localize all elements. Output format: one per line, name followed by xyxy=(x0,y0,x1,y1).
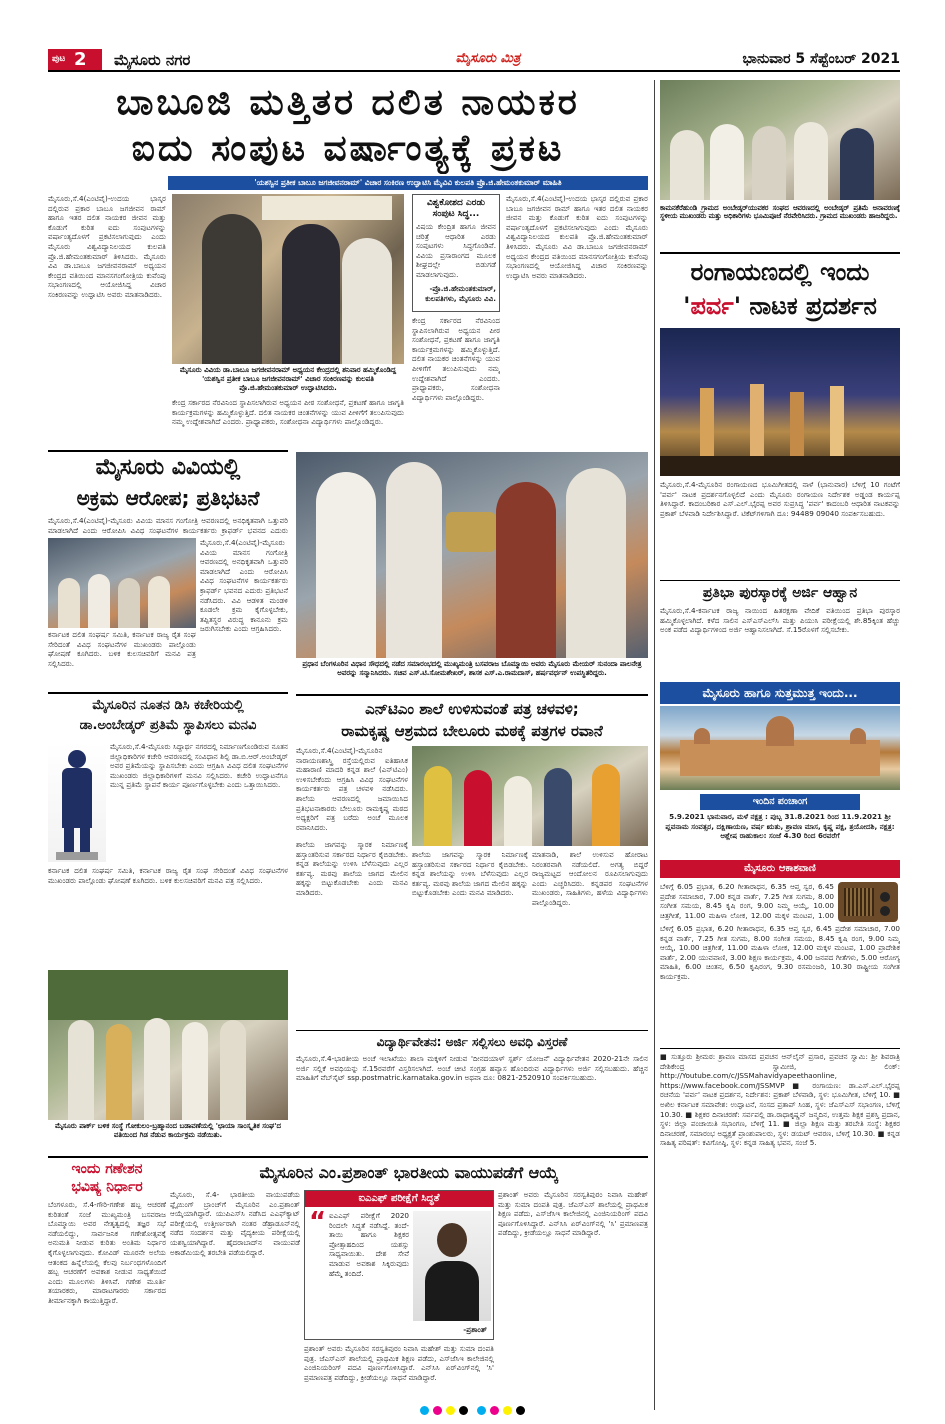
right-top-photo xyxy=(660,80,900,200)
horoscope-body: ಬೆಂಗಳೂರು, ಸೆ.4-ಗೌರಿ-ಗಣೇಶ ಹಬ್ಬ ಆಚರಣೆ ಕುರಿತಂತೆ ಸಂಜೆ ಮುಖ್ಯಮಂತ್ರಿ ಬಸವರಾಜ ಬೊಮ್ಮಾಯಿ ಅವರ ನೇತೃತ್ವದಲ್ಲಿ ತಜ್ಞರ ಸಭೆ ನಡೆಯಲಿದ್ದು, ಸಾರ್ವಜನಿಕ ಗಣೇಶೋತ್ಸವಕ್ಕೆ ಅನುಮತಿ ನೀಡುವ ಕುರಿತು ಅಂತಿಮ ನಿರ್ಧಾರ ಕೈಗೊಳ್ಳಲಾಗುವುದು. ಕೋವಿಡ್ ಮೂರನೇ ಅಲೆಯ ಆತಂಕದ ಹಿನ್ನೆಲೆಯಲ್ಲಿ ಕೆಲವು ನಿರ್ಬಂಧಗಳೊಂದಿಗೆ ಹಬ್ಬ ಆಚರಣೆಗೆ ಅವಕಾಶ ನೀಡುವ ಸಾಧ್ಯತೆಯಿದೆ ಎಂದು ಮೂಲಗಳು ತಿಳಿಸಿವೆ. ಗಣೇಶ ಮೂರ್ತಿ ತಯಾರಕರು, ಮಾರಾಟಗಾರರು ಸರ್ಕಾರದ ತೀರ್ಮಾನಕ್ಕಾಗಿ ಕಾಯುತ್ತಿದ್ದಾರೆ. xyxy=(48,1200,166,1305)
events-body: ■ ಸುತ್ತೂರು ಶ್ರೀಮಠ: ಶ್ರಾವಣ ಮಾಸದ ಪ್ರವಚನ ಆನ್‌ಲೈನ್ ಪ್ರಸಾರ, ಪ್ರವಚನ ಸ್ವಾಮಿ: ಶ್ರೀ ಶಿವರಾತ್ರಿ ದೇಶಿಕೇಂದ್ರ ಸ್ವಾಮೀಜಿ, ಲಿಂಕ್: http://Youtube.com/c/JSSMahavidyapeethaonline, https://www.facebook.com/JSSMVP ■ ರಂಗಾಯಣ: ಡಾ.ಎಸ್.ಎಲ್.ಭೈರಪ್ಪ ರಚನೆಯ 'ಪರ್ವ' ನಾಟಕ ಪ್ರದರ್ಶನ, ನಿರ್ದೇಶನ: ಪ್ರಕಾಶ್ ಬೆಳವಾಡಿ, ಸ್ಥಳ: ಭೂಮಿಗೀತ, ಬೆಳಿಗ್ಗೆ 10. ■ ಅಖಿಲ ಕರ್ನಾಟಕ ಸಮಾವೇಶ: ಉದ್ಘಾಟನೆ, ಸಂಸದ ಪ್ರತಾಪ್ ಸಿಂಹ, ಸ್ಥಳ: ಜೆಎಸ್‌ಎಸ್ ಸಭಾಂಗಣ, ಬೆಳಿಗ್ಗೆ 10.30. ■ ಶಿಕ್ಷಕರ ದಿನಾಚರಣೆ: ಸರ್ವಪಲ್ಲಿ ಡಾ.ರಾಧಾಕೃಷ್ಣನ್ ಜನ್ಮದಿನ, ಉತ್ತಮ ಶಿಕ್ಷಕ ಪ್ರಶಸ್ತಿ ಪ್ರದಾನ, ಸ್ಥಳ: ಜಿಲ್ಲಾ ಪಂಚಾಯಿತಿ ಸಭಾಂಗಣ, ಬೆಳಿಗ್ಗೆ 11. ■ ಜಿಲ್ಲಾ ಶಿಕ್ಷಣ ಮತ್ತು ತರಬೇತಿ ಸಂಸ್ಥೆ: ಶಿಕ್ಷಕರ ದಿನಾಚರಣೆ, ಸಮಾರಂಭ ಅಧ್ಯಕ್ಷತೆ ಪ್ರಾಂಶುಪಾಲರು, ಸ್ಥಳ: ಡಯಟ್ ಆವರಣ, ಬೆಳಿಗ್ಗೆ 10.30. ■ ಕನ್ನಡ ಸಾಹಿತ್ಯ ಪರಿಷತ್: ಕವಿಗೋಷ್ಠಿ, ಸ್ಥಳ: ಕನ್ನಡ ಸಾಹಿತ್ಯ ಭವನ, ಸಂಜೆ 5. xyxy=(660,1052,900,1148)
airforce-body-col2: ಪ್ರಶಾಂತ್ ಅವರು ಮೈಸೂರಿನ ಸರಸ್ವತಿಪುರಂ ನಿವಾಸಿ ಮಹೇಶ್ ಮತ್ತು ಸುಮಾ ದಂಪತಿ ಪುತ್ರ. ಜೆಎಸ್‌ಎಸ್ ಶಾಲೆಯಲ್ಲಿ ಪ್ರಾಥಮಿಕ ಶಿಕ್ಷಣ ಪಡೆದು, ಎಸ್‌ಜೆಸಿಇ ಕಾಲೇಜಿನಲ್ಲಿ ಎಂಜಿನಿಯರಿಂಗ್ ಪದವಿ ಪೂರ್ಣಗೊಳಿಸಿದ್ದಾರೆ. ಎನ್‌ಸಿಸಿ ಏರ್‌ವಿಂಗ್‌ನಲ್ಲಿ 'ಸಿ' ಪ್ರಮಾಣಪತ್ರ ಪಡೆದಿದ್ದು, ಕ್ರೀಡೆಯಲ್ಲೂ ಸಾಧನೆ ಮಾಡಿದ್ದಾರೆ. xyxy=(304,1344,494,1382)
ashram-body-col2: ಶಾಲೆಯ ಜಾಗವನ್ನು ಸ್ಮಾರಕ ನಿರ್ಮಾಣಕ್ಕೆ ಹಸ್ತಾಂತರಿಸುವ ಸರ್ಕಾರದ ನಿರ್ಧಾರ ಕೈಬಿಡಬೇಕು. ಕನ್ನಡ ಶಾಲೆಯನ್ನು ಉಳಿಸಿ ಬೆಳೆಸುವುದು ಎಲ್ಲರ ಕರ್ತವ್ಯ. ಮಠವು ಶಾಲೆಯ ಜಾಗದ ಮೇಲಿನ ಹಕ್ಕನ್ನು ಬಿಟ್ಟುಕೊಡಬೇಕು ಎಂದು ಮನವಿ ಮಾಡಿದರು. xyxy=(412,850,528,898)
prize-body: ಮೈಸೂರು,ಸೆ.4-ಕರ್ನಾಟಕ ರಾಜ್ಯ ನಾಯಿಂದ ಹಿತರಕ್ಷಣಾ ವೇದಿಕೆ ವತಿಯಿಂದ ಪ್ರತಿಭಾ ಪುರಸ್ಕಾರ ಹಮ್ಮಿಕೊಳ್ಳಲಾಗಿದೆ. ಕಳೆದ ಸಾಲಿನ ಎಸ್‌ಎಸ್‌ಎಲ್‌ಸಿ ಮತ್ತು ಪಿಯುಸಿ ಪರೀಕ್ಷೆಯಲ್ಲಿ ಶೇ.85ಕ್ಕಿಂತ ಹೆಚ್ಚು ಅಂಕ ಪಡೆದ ವಿದ್ಯಾರ್ಥಿಗಳಿಂದ ಅರ್ಜಿ ಆಹ್ವಾನಿಸಲಾಗಿದೆ. ಸೆ.15ರೊಳಗೆ ಸಲ್ಲಿಸಬೇಕು. xyxy=(660,606,900,635)
rangayana-body: ಮೈಸೂರು,ಸೆ.4-ಮೈಸೂರಿನ ರಂಗಾಯಣದ ಭೂಮಿಗೀತದಲ್ಲಿ ನಾಳೆ (ಭಾನುವಾರ) ಬೆಳಿಗ್ಗೆ 10 ಗಂಟೆಗೆ 'ಪರ್ವ' ನಾಟಕ ಪ್ರದರ್ಶನಗೊಳ್ಳಲಿದೆ ಎಂದು ಮೈಸೂರು ರಂಗಾಯಣ ನಿರ್ದೇಶಕ ಅಡ್ಡಂಡ ಕಾರ್ಯಪ್ಪ ತಿಳಿಸಿದ್ದಾರೆ. ಕಾದಂಬರಿಕಾರ ಎಸ್.ಎಲ್.ಭೈರಪ್ಪ ಅವರ ಸುಪ್ರಸಿದ್ಧ 'ಪರ್ವ' ಕಾದಂಬರಿ ಆಧಾರಿತ ನಾಟಕವನ್ನು ಪ್ರಕಾಶ್ ಬೆಳವಾಡಿ ನಿರ್ದೇಶಿಸಿದ್ದಾರೆ. ಟಿಕೆಟ್‌ಗಳಿಗಾಗಿ ದೂ: 94489 09040 ಸಂಪರ್ಕಿಸಬಹುದು. xyxy=(660,480,900,518)
felicitation-caption: ಪ್ರಧಾನ ಬೆಂಗಳೂರಿನ ವಿಧಾನ ಸೌಧದಲ್ಲಿ ನಡೆದ ಸಮಾರಂಭದಲ್ಲಿ ಮುಖ್ಯಮಂತ್ರಿ ಬಸವರಾಜ ಬೊಮ್ಮಾಯಿ ಅವರು ಮೈಸೂರು ಮೇಯರ್ ಸುನಂದಾ ಪಾಲನೇತ್ರ ಅವರನ್ನು ಸನ್ಮಾನಿಸಿದರು. ಸಚಿವ ಎಸ್.ಟಿ.ಸೋಮಶೇಖರ್, ಶಾಸಕ ಎಸ್.ಎ.ರಾಮದಾಸ್, ಹರ್ಷವರ್ಧನ್ ಉಪಸ್ಥಿತರಿದ್ದರು. xyxy=(302,660,642,677)
prize-headline: ಪ್ರತಿಭಾ ಪುರಸ್ಕಾರಕ್ಕೆ ಅರ್ಜಿ ಆಹ್ವಾನ xyxy=(702,585,858,601)
scholarship-headline: ವಿದ್ಯಾರ್ಥಿವೇತನ: ಅರ್ಜಿ ಸಲ್ಲಿಸಲು ಅವಧಿ ವಿಸ್ತರಣೆ xyxy=(376,1035,568,1049)
rangayana-stage-photo xyxy=(660,328,900,476)
airforce-headline: ಮೈಸೂರಿನ ಎಂ.ಪ್ರಶಾಂತ್ ಭಾರತೀಯ ವಾಯುಪಡೆಗೆ ಆಯ್ಕೆ xyxy=(259,1163,559,1182)
headline-rest: ' ನಾಟಕ ಪ್ರದರ್ಶನ xyxy=(733,292,877,320)
right-top-caption: ಕಾಮನಕೆರೆಹುಂಡಿ ಗ್ರಾಮದ ಅಂಬೇಡ್ಕರ್‌ಯುವಕರ ಸಂಘದ ಆವರಣದಲ್ಲಿ ಅಂಬೇಡ್ಕರ್ ಪ್ರತಿಮೆ ಅನಾವರಣಕ್ಕೆ ಸ್ಥಳೀಯ ಮುಖಂಡರು ಮತ್ತು ಅಧಿಕಾರಿಗಳು ಭೂಮಿಪೂಜೆ ನೆರವೇರಿಸಿದರು. ಗ್ರಾಮದ ಮುಖಂಡರು ಹಾಜರಿದ್ದರು. xyxy=(660,204,900,221)
right-divider xyxy=(654,80,655,1410)
print-registration-marks xyxy=(0,1400,945,1414)
felicitation-photo xyxy=(296,452,648,658)
airforce-quote-title: ಐಎಎಫ್ ಪರೀಕ್ಷೆಗೆ ಸಿದ್ಧತೆ xyxy=(305,1191,493,1207)
headline-parva: ಪರ್ವ xyxy=(690,292,734,320)
statue-body-cont: ಕರ್ನಾಟಕ ದಲಿತ ಸಂಘರ್ಷ ಸಮಿತಿ, ಕರ್ನಾಟಕ ರಾಜ್ಯ ರೈತ ಸಂಘ ಸೇರಿದಂತೆ ವಿವಿಧ ಸಂಘಟನೆಗಳ ಮುಖಂಡರು ಪಾಲ್ಗೊಂಡು ಘೋಷಣೆ ಕೂಗಿದರು. ಬಳಿಕ ಕುಲಸಚಿವರಿಗೆ ಮನವಿ ಪತ್ರ ಸಲ್ಲಿಸಿದರು. xyxy=(48,866,288,885)
scholarship-top-rule xyxy=(296,1030,648,1031)
allegation-body-top: ಮೈಸೂರು,ಸೆ.4(ಎಂಟಿವೈ)-ಮೈಸೂರು ವಿವಿಯ ಮಾನಸ ಗಂಗೋತ್ರಿ ಆವರಣದಲ್ಲಿ ಅನಧಿಕೃತವಾಗಿ ಒತ್ತುವರಿ ಮಾಡಲಾಗಿದೆ ಎಂದು ಆರೋಪಿಸಿ ವಿವಿಧ ಸಂಘಟನೆಗಳ ಕಾರ್ಯಕರ್ತರು ಕ್ರಾಫರ್ಡ್ ಭವನದ ಎದುರು xyxy=(48,516,288,535)
quote-signature: -ಪ್ರೊ.ಜಿ.ಹೇಮಂತಕುಮಾರ್, ಕುಲಪತಿಗಳು, ಮೈಸೂರು ವಿವಿ. xyxy=(425,284,496,303)
ashram-body-col1: ಮೈಸೂರು,ಸೆ.4(ಎಂಟಿವೈ)-ಮೈಸೂರಿನ ನಾರಾಯಣಶಾಸ್ತ್ರಿ ರಸ್ತೆಯಲ್ಲಿರುವ ಐತಿಹಾಸಿಕ ಮಹಾರಾಣಿ ಮಾದರಿ ಕನ್ನಡ ಶಾಲೆ (ಎನ್‌ಟಿಎಂ) ಉಳಿಸಬೇಕೆಂದು ಆಗ್ರಹಿಸಿ ವಿವಿಧ ಸಂಘಟನೆಗಳ ಕಾರ್ಯಕರ್ತರು ಪತ್ರ ಚಳವಳಿ ನಡೆಸಿದರು. ಶಾಲೆಯ ಆವರಣದಲ್ಲಿ ಜಮಾಯಿಸಿದ ಪ್ರತಿಭಟನಾಕಾರರು ಬೇಲೂರು ರಾಮಕೃಷ್ಣ ಮಠದ ಅಧ್ಯಕ್ಷರಿಗೆ ಪತ್ರ ಬರೆದು ಅಂಚೆ ಮೂಲಕ ರವಾನಿಸಿದರು. xyxy=(296,746,408,832)
page-number-badge xyxy=(48,49,102,70)
radio-body-cont: ಬೆಳಿಗ್ಗೆ 6.05 ಪ್ರಭಾತ, 6.20 ಗೀತಾರಾಧನ, 6.35 ಆಪ್ತ ಸ್ವರ, 6.45 ಪ್ರದೇಶ ಸಮಾಚಾರ, 7.00 ಕನ್ನಡ ವಾರ್ತೆ, 7.25 ಗೀತ ಸುಗಮ, 8.00 ಸಂಗೀತ ಸಮಯ, 8.45 ಕೃಷಿ ರಂಗ, 9.00 ನಿಮ್ಮ ಆಯ್ಕೆ, 10.00 ಚಿತ್ರಗೀತೆ, 11.00 ಮಹಿಳಾ ಲೋಕ, 12.00 ಮಕ್ಕಳ ಮಂಟಪ, 1.00 ಪ್ರಾದೇಶಿಕ ವಾರ್ತೆ, 2.00 ಯುವವಾಣಿ, 3.00 ಶಿಕ್ಷಣ ಕಾರ್ಯಕ್ರಮ, 4.00 ಜನಪದ ಗೀತೆಗಳು, 5.00 ಆರೋಗ್ಯ ಮಾಹಿತಿ, 6.00 ಚಿಂತನ, 6.50 ಕೃಷಿರಂಗ, 9.30 ರಸಮಂಜರಿ, 10.30 ರಾಷ್ಟ್ರೀಯ ಸಂಗೀತ ಕಾರ್ಯಕ್ರಮ. xyxy=(660,924,900,981)
quote-box xyxy=(412,194,500,312)
horoscope-title-line1: ಇಂದು ಗಣೇಶನ xyxy=(71,1161,143,1177)
statue-top-rule xyxy=(48,692,288,694)
lead-body-col3: ಕೇಂದ್ರ ಸರ್ಕಾರದ ನೆರವಿನಿಂದ ಸ್ಥಾಪಿಸಲಾಗಿರುವ ಅಧ್ಯಯನ ಪೀಠ ಸಂಶೋಧನೆ, ಪ್ರಕಟಣೆ ಹಾಗೂ ಜಾಗೃತಿ ಕಾರ್ಯಕ್ರಮಗಳನ್ನು ಹಮ್ಮಿಕೊಳ್ಳುತ್ತಿದೆ. ದಲಿತ ನಾಯಕರ ಚಿಂತನೆಗಳನ್ನು ಯುವ ಪೀಳಿಗೆಗೆ ತಲುಪಿಸುವುದು ನಮ್ಮ ಉದ್ದೇಶವಾಗಿದೆ ಎಂದರು. ಪ್ರಾಧ್ಯಾಪಕರು, ಸಂಶೋಧನಾ ವಿದ್ಯಾರ್ಥಿಗಳು ಪಾಲ್ಗೊಂಡಿದ್ದರು. xyxy=(412,316,500,402)
radio-banner: ಮೈಸೂರು ಆಕಾಶವಾಣಿ xyxy=(660,860,900,878)
lead-photo xyxy=(172,194,404,364)
protest-photo xyxy=(48,538,196,628)
radio-body: ಬೆಳಿಗ್ಗೆ 6.05 ಪ್ರಭಾತ, 6.20 ಗೀತಾರಾಧನ, 6.35 ಆಪ್ತ ಸ್ವರ, 6.45 ಪ್ರದೇಶ ಸಮಾಚಾರ, 7.00 ಕನ್ನಡ ವಾರ್ತೆ, 7.25 ಗೀತ ಸುಗಮ, 8.00 ಸಂಗೀತ ಸಮಯ, 8.45 ಕೃಷಿ ರಂಗ, 9.00 ನಿಮ್ಮ ಆಯ್ಕೆ, 10.00 ಚಿತ್ರಗೀತೆ, 11.00 ಮಹಿಳಾ ಲೋಕ, 12.00 ಮಕ್ಕಳ ಮಂಟಪ, 1.00 xyxy=(660,882,834,920)
letter-campaign-photo xyxy=(412,746,648,846)
statue-body: ಮೈಸೂರು,ಸೆ.4-ಮೈಸೂರು ಸಿದ್ದಾರ್ಥ ನಗರದಲ್ಲಿ ನಿರ್ಮಾಣಗೊಂಡಿರುವ ನೂತನ ಜಿಲ್ಲಾಧಿಕಾರಿಗಳ ಕಚೇರಿ ಆವರಣದಲ್ಲಿ ಸಂವಿಧಾನ ಶಿಲ್ಪಿ ಡಾ.ಬಿ.ಆರ್.ಅಂಬೇಡ್ಕರ್ ಅವರ ಪ್ರತಿಮೆಯನ್ನು ಸ್ಥಾಪಿಸಬೇಕು ಎಂದು ಆಗ್ರಹಿಸಿ ವಿವಿಧ ದಲಿತ ಸಂಘಟನೆಗಳ ಮುಖಂಡರು ಜಿಲ್ಲಾಧಿಕಾರಿಗಳಿಗೆ ಮನವಿ ಸಲ್ಲಿಸಿದರು. ಕಚೇರಿ ಉದ್ಘಾಟನೆಗೂ ಮುನ್ನ ಪ್ರತಿಮೆ ಸ್ಥಾಪನೆ ಕಾರ್ಯ ಪೂರ್ಣಗೊಳ್ಳಬೇಕು ಎಂದು ಒತ್ತಾಯಿಸಿದರು. xyxy=(110,742,288,790)
ambedkar-statue-image xyxy=(48,742,106,862)
quote-title: ವಿಶ್ವಕೋಶದ ಎರಡು ಸಂಪುಟ ಸಿದ್ಧ... xyxy=(426,198,486,219)
ashram-headline-line1: ಎನ್‌ಟಿಎಂ ಶಾಲೆ ಉಳಿಸುವಂತೆ ಪತ್ರ ಚಳವಳಿ; xyxy=(365,700,579,718)
allegation-top-rule xyxy=(48,450,288,452)
ashram-top-rule xyxy=(296,694,648,696)
rangayana-headline-line1: ರಂಗಾಯಣದಲ್ಲಿ ಇಂದು xyxy=(690,258,870,286)
lead-headline-line1: ಬಾಬೂಜಿ ಮತ್ತಿತರ ದಲಿತ ನಾಯಕರ xyxy=(116,82,580,123)
ashram-body-col1b: ಶಾಲೆಯ ಜಾಗವನ್ನು ಸ್ಮಾರಕ ನಿರ್ಮಾಣಕ್ಕೆ ಹಸ್ತಾಂತರಿಸುವ ಸರ್ಕಾರದ ನಿರ್ಧಾರ ಕೈಬಿಡಬೇಕು. ಕನ್ನಡ ಶಾಲೆಯನ್ನು ಉಳಿಸಿ ಬೆಳೆಸುವುದು ಎಲ್ಲರ ಕರ್ತವ್ಯ. ಮಠವು ಶಾಲೆಯ ಜಾಗದ ಮೇಲಿನ ಹಕ್ಕನ್ನು ಬಿಟ್ಟುಕೊಡಬೇಕು ಎಂದು ಮನವಿ ಮಾಡಿದರು. xyxy=(296,840,408,897)
lead-body-middle: ಕೇಂದ್ರ ಸರ್ಕಾರದ ನೆರವಿನಿಂದ ಸ್ಥಾಪಿಸಲಾಗಿರುವ ಅಧ್ಯಯನ ಪೀಠ ಸಂಶೋಧನೆ, ಪ್ರಕಟಣೆ ಹಾಗೂ ಜಾಗೃತಿ ಕಾರ್ಯಕ್ರಮಗಳನ್ನು ಹಮ್ಮಿಕೊಳ್ಳುತ್ತಿದೆ. ದಲಿತ ನಾಯಕರ ಚಿಂತನೆಗಳನ್ನು ಯುವ ಪೀಳಿಗೆಗೆ ತಲುಪಿಸುವುದು ನಮ್ಮ ಉದ್ದೇಶವಾಗಿದೆ ಎಂದರು. ಪ್ರಾಧ್ಯಾಪಕರು, ಸಂಶೋಧನಾ ವಿದ್ಯಾರ್ಥಿಗಳು ಪಾಲ್ಗೊಂಡಿದ್ದರು. xyxy=(172,398,404,427)
allegation-body-bottom: ಕರ್ನಾಟಕ ದಲಿತ ಸಂಘರ್ಷ ಸಮಿತಿ, ಕರ್ನಾಟಕ ರಾಜ್ಯ ರೈತ ಸಂಘ ಸೇರಿದಂತೆ ವಿವಿಧ ಸಂಘಟನೆಗಳ ಮುಖಂಡರು ಪಾಲ್ಗೊಂಡು ಘೋಷಣೆ ಕೂಗಿದರು. ಬಳಿಕ ಕುಲಸಚಿವರಿಗೆ ಮನವಿ ಪತ್ರ ಸಲ್ಲಿಸಿದರು. xyxy=(48,630,196,668)
airforce-body-col3: ಪ್ರಶಾಂತ್ ಅವರು ಮೈಸೂರಿನ ಸರಸ್ವತಿಪುರಂ ನಿವಾಸಿ ಮಹೇಶ್ ಮತ್ತು ಸುಮಾ ದಂಪತಿ ಪುತ್ರ. ಜೆಎಸ್‌ಎಸ್ ಶಾಲೆಯಲ್ಲಿ ಪ್ರಾಥಮಿಕ ಶಿಕ್ಷಣ ಪಡೆದು, ಎಸ್‌ಜೆಸಿಇ ಕಾಲೇಜಿನಲ್ಲಿ ಎಂಜಿನಿಯರಿಂಗ್ ಪದವಿ ಪೂರ್ಣಗೊಳಿಸಿದ್ದಾರೆ. ಎನ್‌ಸಿಸಿ ಏರ್‌ವಿಂಗ್‌ನಲ್ಲಿ 'ಸಿ' ಪ್ರಮಾಣಪತ್ರ ಪಡೆದಿದ್ದು, ಕ್ರೀಡೆಯಲ್ಲೂ ಸಾಧನೆ ಮಾಡಿದ್ದಾರೆ. xyxy=(498,1190,648,1238)
horoscope-title-line2: ಭವಿಷ್ಯ ನಿರ್ಧಾರ xyxy=(71,1179,143,1195)
airforce-body-col1: ಮೈಸೂರು, ಸೆ.4- ಭಾರತೀಯ ವಾಯುಪಡೆಯ ಫ್ಲೈಯಿಂಗ್ ಬ್ರಾಂಚ್‌ಗೆ ಮೈಸೂರಿನ ಎಂ.ಪ್ರಶಾಂತ್ ಆಯ್ಕೆಯಾಗಿದ್ದಾರೆ. ಯುಪಿಎಸ್‌ಸಿ ನಡೆಸಿದ ಎಎಫ್‌ಕ್ಯಾಟ್ ಪರೀಕ್ಷೆಯಲ್ಲಿ ಉತ್ತೀರ್ಣರಾಗಿ ನಂತರ ಡೆಹ್ರಾಡೂನ್‌ನಲ್ಲಿ ನಡೆದ ಸಂದರ್ಶನ ಮತ್ತು ವೈದ್ಯಕೀಯ ಪರೀಕ್ಷೆಯಲ್ಲಿ ಯಶಸ್ವಿಯಾಗಿದ್ದಾರೆ. ಹೈದರಾಬಾದ್‌ನ ವಾಯುಪಡೆ ಅಕಾಡೆಮಿಯಲ್ಲಿ ತರಬೇತಿ ಪಡೆಯಲಿದ್ದಾರೆ. xyxy=(170,1190,300,1257)
radio-icon xyxy=(838,882,898,922)
lead-headline-line2: ಐದು ಸಂಪುಟ ವರ್ಷಾಂತ್ಯಕ್ಕೆ ಪ್ರಕಟ xyxy=(131,128,565,169)
airforce-quote-box xyxy=(304,1190,494,1340)
lead-body-col4: ಮೈಸೂರು,ಸೆ.4(ಎಂಟಿವೈ)-ಉದಯ ಭಾಸ್ಕರ ದಲ್ಲಿರುವ ಪ್ರಕಾರ ಬಾಬೂ ಜಗಜೀವನ ರಾಮ್ ಹಾಗೂ ಇತರ ದಲಿತ ನಾಯಕರ ಜೀವನ ಮತ್ತು ಕೊಡುಗೆ ಕುರಿತ ಐದು ಸಂಪುಟಗಳನ್ನು ವರ್ಷಾಂತ್ಯದೊಳಗೆ ಪ್ರಕಟಿಸಲಾಗುವುದು ಎಂದು ಮೈಸೂರು ವಿಶ್ವವಿದ್ಯಾನಿಲಯದ ಕುಲಪತಿ ಪ್ರೊ.ಜಿ.ಹೇಮಂತಕುಮಾರ್ ತಿಳಿಸಿದರು. ಮೈಸೂರು ವಿವಿ ಡಾ.ಬಾಬೂ ಜಗಜೀವನರಾಮ್ ಅಧ್ಯಯನ ಕೇಂದ್ರದ ವತಿಯಿಂದ ಮಾನಸಗಂಗೋತ್ರಿಯ ಕುವೆಂಪು ಸಭಾಂಗಣದಲ್ಲಿ ಆಯೋಜಿಸಿದ್ದ ವಿಚಾರ ಸಂಕಿರಣವನ್ನು ಉದ್ಘಾಟಿಸಿ ಅವರು ಮಾತನಾಡಿದರು. xyxy=(506,194,648,280)
tree-planting-caption: ಮೈಸೂರು ಪಾರ್ಕ್ ಬಳಿಕ ಸಂಸ್ಥೆ ಗೋಕುಲಂ-ಬ್ರಹ್ಮಾನಂದ ಬಡಾವಣೆಯಲ್ಲಿ 'ಛಾಯಾ ಸಾಂಸ್ಕೃತಿಕ ಸಂಘ'ದ ವತಿಯಿಂದ ಗಿಡ ನೆಡುವ ಕಾರ್ಯಕ್ರಮ ನಡೆಯಿತು. xyxy=(55,1122,281,1139)
lead-body-left: ಮೈಸೂರು,ಸೆ.4(ಎಂಟಿವೈ)-ಉದಯ ಭಾಸ್ಕರ ದಲ್ಲಿರುವ ಪ್ರಕಾರ ಬಾಬೂ ಜಗಜೀವನ ರಾಮ್ ಹಾಗೂ ಇತರ ದಲಿತ ನಾಯಕರ ಜೀವನ ಮತ್ತು ಕೊಡುಗೆ ಕುರಿತ ಐದು ಸಂಪುಟಗಳನ್ನು ವರ್ಷಾಂತ್ಯದೊಳಗೆ ಪ್ರಕಟಿಸಲಾಗುವುದು ಎಂದು ಮೈಸೂರು ವಿಶ್ವವಿದ್ಯಾನಿಲಯದ ಕುಲಪತಿ ಪ್ರೊ.ಜಿ.ಹೇಮಂತಕುಮಾರ್ ತಿಳಿಸಿದರು. ಮೈಸೂರು ವಿವಿ ಡಾ.ಬಾಬೂ ಜಗಜೀವನರಾಮ್ ಅಧ್ಯಯನ ಕೇಂದ್ರದ ವತಿಯಿಂದ ಮಾನಸಗಂಗೋತ್ರಿಯ ಕುವೆಂಪು ಸಭಾಂಗಣದಲ್ಲಿ ಆಯೋಜಿಸಿದ್ದ ವಿಚಾರ ಸಂಕಿರಣವನ್ನು ಉದ್ಘಾಟಿಸಿ ಅವರು ಮಾತನಾಡಿದರು. xyxy=(48,194,166,299)
page-number: 2 xyxy=(74,49,87,70)
events-top-rule xyxy=(660,1048,900,1049)
statue-headline-line1: ಮೈಸೂರಿನ ನೂತನ ಡಿಸಿ ಕಚೇರಿಯಲ್ಲಿ xyxy=(92,698,244,713)
allegation-headline-line1: ಮೈಸೂರು ವಿವಿಯಲ್ಲಿ xyxy=(95,455,241,480)
prashanth-portrait xyxy=(413,1211,491,1321)
airforce-quote-body: ಐಎಎಫ್ ಪರೀಕ್ಷೆಗೆ 2020 ರಿಂದಲೇ ಸಿದ್ಧತೆ ನಡೆಸಿದ್ದೆ. ತಂದೆ-ತಾಯಿ ಹಾಗೂ ಶಿಕ್ಷಕರ ಪ್ರೋತ್ಸಾಹದಿಂದ ಯಶಸ್ಸು ಸಾಧ್ಯವಾಯಿತು. ದೇಶ ಸೇವೆ ಮಾಡುವ ಅವಕಾಶ ಸಿಕ್ಕಿರುವುದು ಹೆಮ್ಮೆ ತಂದಿದೆ. xyxy=(329,1211,409,1278)
bottom-section-rule xyxy=(48,1156,648,1158)
issue-date: ಭಾನುವಾರ 5 ಸೆಪ್ಟೆಂಬರ್ 2021 xyxy=(742,51,900,67)
quote-body: ವಿಷಯ ಕೇಂದ್ರಿತ ಹಾಗೂ ಜೀವನ ಚರಿತ್ರೆ ಆಧಾರಿತ ಎರಡು ಸಂಪುಟಗಳು ಸಿದ್ಧಗೊಂಡಿವೆ. ವಿವಿಯ ಪ್ರಸಾರಾಂಗದ ಮೂಲಕ ಶೀಘ್ರದಲ್ಲೇ ಬಿಡುಗಡೆ ಮಾಡಲಾಗುವುದು. xyxy=(416,222,496,279)
statue-headline-line2: ಡಾ.ಅಂಬೇಡ್ಕರ್ ಪ್ರತಿಮೆ ಸ್ಥಾಪಿಸಲು ಮನವಿ xyxy=(79,718,257,733)
lead-strap: 'ಯಶಸ್ವಿನ ಪ್ರತೀಕ ಬಾಬೂ ಜಗಜೀವನರಾಮ್' ವಿಚಾರ ಸಂಕಿರಣ ಉದ್ಘಾಟಿಸಿ ಮೈವಿವಿ ಕುಲಪತಿ ಪ್ರೊ.ಜಿ.ಹೇಮಂತಕುಮಾರ್ ಮಾಹಿತಿ xyxy=(168,176,648,190)
airforce-quote-sign: -ಪ್ರಶಾಂತ್ xyxy=(463,1325,487,1335)
quote-mark-icon: “ xyxy=(309,1207,327,1237)
panchanga-body: 5.9.2021 ಭಾನುವಾರ, ಮಳೆ ನಕ್ಷತ್ರ : ಪುಬ್ಬ 31.8.2021 ರಿಂದ 11.9.2021 ಶ್ರೀ ಪ್ಲವನಾಮ ಸಂವತ್ಸರ, ದಕ್ಷಿಣಾಯಣ, ವರ್ಷ ಋತು, ಶ್ರಾವಣ ಮಾಸ, ಕೃಷ್ಣ ಪಕ್ಷ, ತ್ರಯೋದಶಿ, ನಕ್ಷತ್ರ: ಆಶ್ಲೇಷ ರಾಹುಕಾಲ: ಸಂಜೆ 4.30 ರಿಂದ 6ರವರೆಗೆ xyxy=(665,812,895,841)
panchanga-banner: ಇಂದಿನ ಪಂಚಾಂಗ xyxy=(700,794,860,810)
around-banner: ಮೈಸೂರು ಹಾಗೂ ಸುತ್ತಮುತ್ತ ಇಂದು... xyxy=(660,682,900,704)
headline-quote-open: ' xyxy=(683,292,691,320)
allegation-headline-line2: ಅಕ್ರಮ ಆರೋಪ; ಪ್ರತಿಭಟನೆ xyxy=(76,486,260,510)
page-header xyxy=(48,48,900,72)
masthead-logo: ಮೈಸೂರು ಮಿತ್ರ xyxy=(455,51,521,66)
palace-photo xyxy=(660,706,900,790)
rangayana-top-rule xyxy=(660,252,900,254)
lead-photo-caption: ಮೈಸೂರು ವಿವಿಯ ಡಾ.ಬಾಬೂ ಜಗಜೀವನರಾಮ್ ಅಧ್ಯಯನ ಕೇಂದ್ರದಲ್ಲಿ ಶನಿವಾರ ಹಮ್ಮಿಕೊಂಡಿದ್ದ 'ಯಶಸ್ವಿನ ಪ್ರತೀಕ ಬಾಬೂ ಜಗಜೀವನರಾಮ್' ವಿಚಾರ ಸಂಕಿರಣವನ್ನು ಕುಲಪತಿ ಪ್ರೊ.ಜಿ.ಹೇಮಂತಕುಮಾರ್ ಉದ್ಘಾಟಿಸಿದರು. xyxy=(179,366,397,392)
ashram-body-col3: ಮಾತನಾಡಿ, ಶಾಲೆ ಉಳಿಸುವ ಹೋರಾಟ ನಿರಂತರವಾಗಿ ನಡೆಯಲಿದೆ. ಅಗತ್ಯ ಬಿದ್ದರೆ ರಾಜ್ಯಮಟ್ಟದ ಆಂದೋಲನ ರೂಪಿಸಲಾಗುವುದು ಎಂದು ಎಚ್ಚರಿಸಿದರು. ಕನ್ನಡಪರ ಸಂಘಟನೆಗಳ ಮುಖಂಡರು, ಸಾಹಿತಿಗಳು, ಹಳೆಯ ವಿದ್ಯಾರ್ಥಿಗಳು ಪಾಲ್ಗೊಂಡಿದ್ದರು. xyxy=(532,850,648,907)
ashram-headline-line2: ರಾಮಕೃಷ್ಣ ಆಶ್ರಮದ ಬೇಲೂರು ಮಠಕ್ಕೆ ಪತ್ರಗಳ ರವಾನೆ xyxy=(341,722,603,740)
scholarship-body: ಮೈಸೂರು,ಸೆ.4-ಭಾರತೀಯ ಅಂಚೆ ಇಲಾಖೆಯು ಶಾಲಾ ಮಕ್ಕಳಿಗೆ ನೀಡುವ 'ದೀನದಯಾಳ್ ಸ್ಪರ್ಶ್ ಯೋಜನೆ' ವಿದ್ಯಾರ್ಥಿವೇತನ 2020-21ನೇ ಸಾಲಿನ ಅರ್ಜಿ ಸಲ್ಲಿಕೆ ಅವಧಿಯನ್ನು ಸೆ.15ರವರೆಗೆ ವಿಸ್ತರಿಸಲಾಗಿದೆ. ಅಂಚೆ ಚೀಟಿ ಸಂಗ್ರಹ ಹವ್ಯಾಸ ಹೊಂದಿರುವ ವಿದ್ಯಾರ್ಥಿಗಳು ಅರ್ಜಿ ಸಲ್ಲಿಸಬಹುದು. ಹೆಚ್ಚಿನ ಮಾಹಿತಿಗೆ ವೆಬ್‌ಸೈಟ್ ssp.postmatric.karnataka.gov.in ಅಥವಾ ದೂ: 0821-2520910 ಸಂಪರ್ಕಿಸಬಹುದು. xyxy=(296,1054,648,1083)
prize-top-rule xyxy=(660,580,900,581)
page-label: ಪುಟ xyxy=(52,54,66,64)
section-name: ಮೈಸೂರು ನಗರ xyxy=(114,51,191,69)
tree-planting-photo xyxy=(48,970,288,1120)
horoscope-box xyxy=(48,1160,166,1390)
rangayana-headline-line2 xyxy=(660,290,900,324)
allegation-body-right: ಮೈಸೂರು,ಸೆ.4(ಎಂಟಿವೈ)-ಮೈಸೂರು ವಿವಿಯ ಮಾನಸ ಗಂಗೋತ್ರಿ ಆವರಣದಲ್ಲಿ ಅನಧಿಕೃತವಾಗಿ ಒತ್ತುವರಿ ಮಾಡಲಾಗಿದೆ ಎಂದು ಆರೋಪಿಸಿ ವಿವಿಧ ಸಂಘಟನೆಗಳ ಕಾರ್ಯಕರ್ತರು ಕ್ರಾಫರ್ಡ್ ಭವನದ ಎದುರು ಪ್ರತಿಭಟನೆ ನಡೆಸಿದರು. ವಿವಿ ಆಡಳಿತ ಮಂಡಳಿ ಕೂಡಲೇ ಕ್ರಮ ಕೈಗೊಳ್ಳಬೇಕು, ತಪ್ಪಿತಸ್ಥರ ವಿರುದ್ಧ ಕಾನೂನು ಕ್ರಮ ಜರುಗಿಸಬೇಕು ಎಂದು ಆಗ್ರಹಿಸಿದರು. xyxy=(200,538,288,634)
